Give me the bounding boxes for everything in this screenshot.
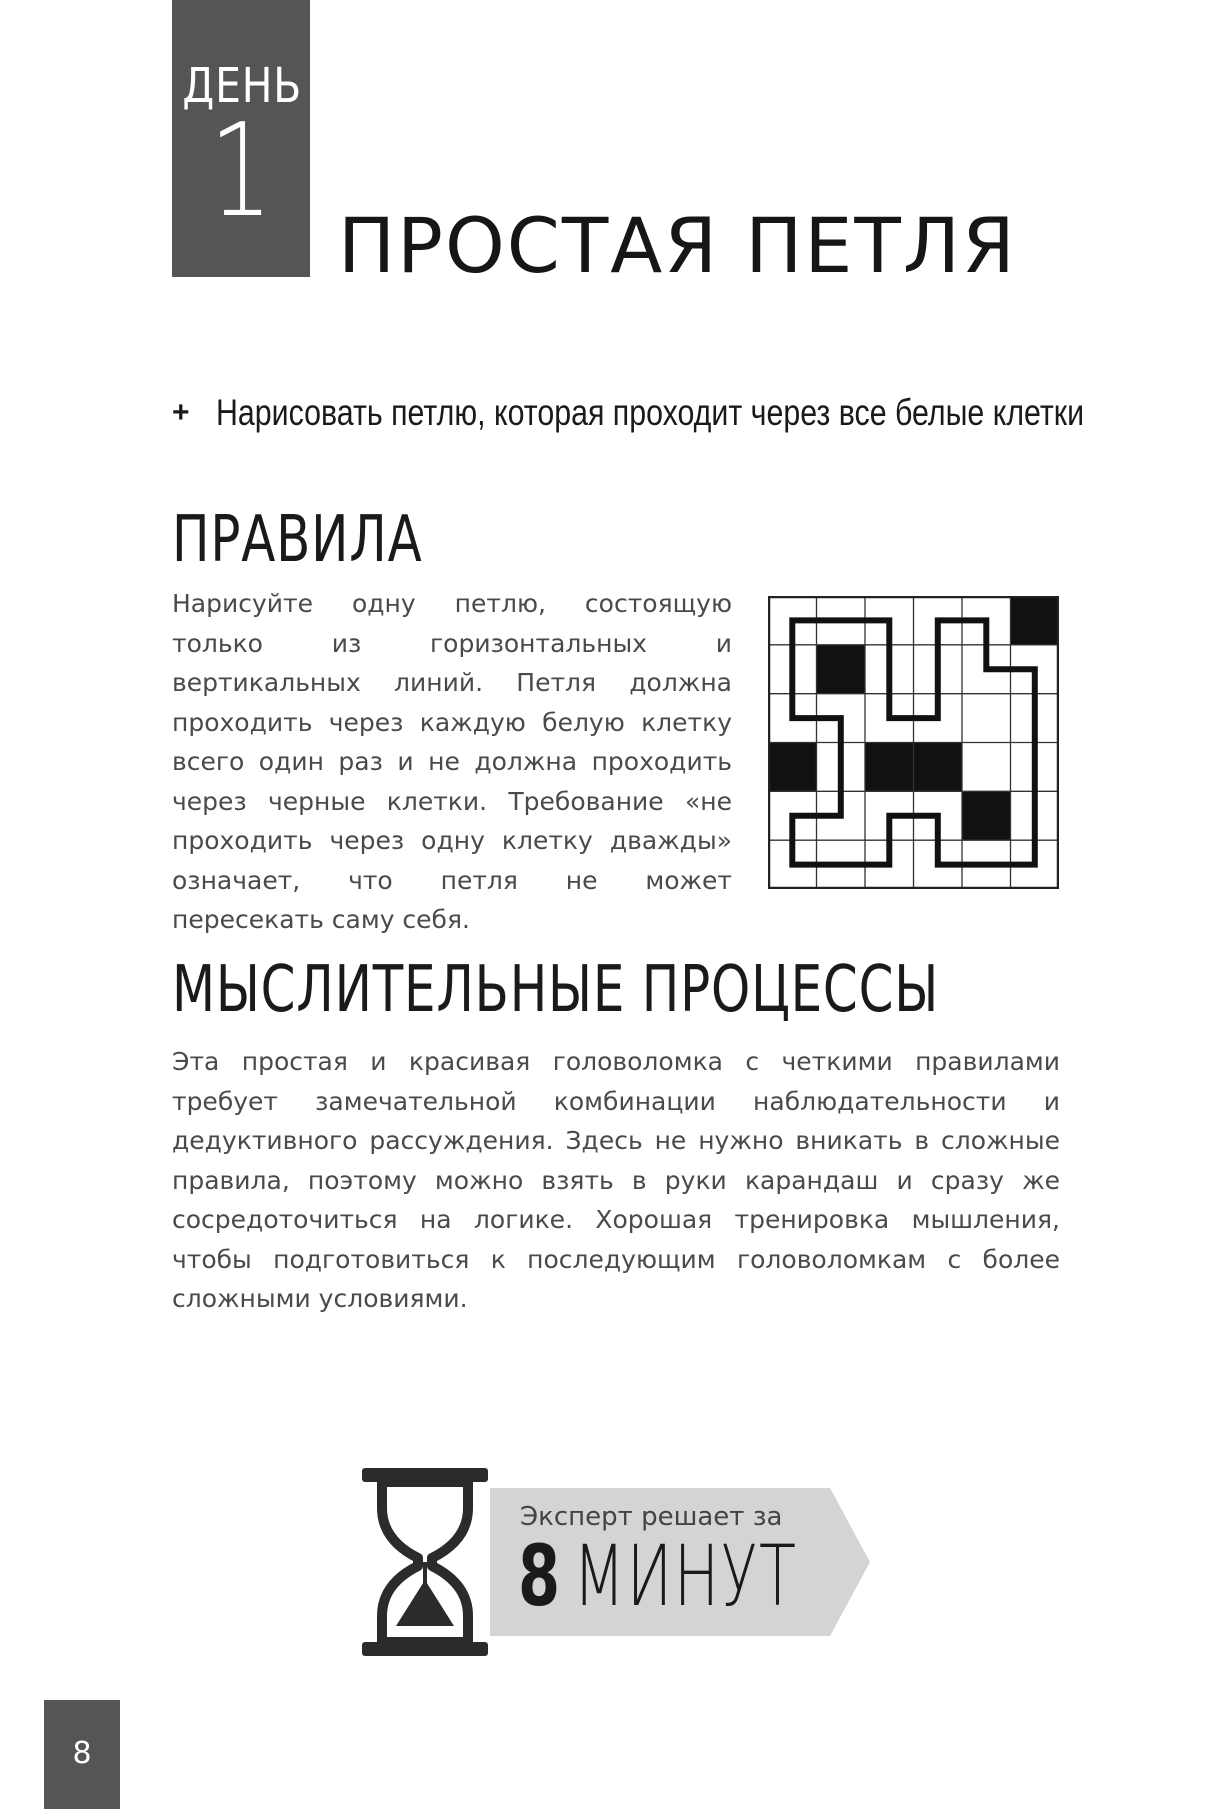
- page-title: ПРОСТАЯ ПЕТЛЯ: [338, 201, 1017, 290]
- day-number: 1: [209, 97, 273, 246]
- goal-text: Нарисовать петлю, которая проходит через все белые клетки: [216, 392, 1085, 433]
- page-number: 8: [72, 1736, 92, 1771]
- black-cell: [914, 743, 963, 792]
- timer-label: Эксперт решает за: [520, 1502, 783, 1532]
- thinking-text: Эта простая и красивая головоломка с четкими правилами требует замечательной комбинации наблюдательности и дедуктивного рассуждения. Здесь не нужно вникать в сложные правила, поэтому можно взять в руки карандаш и сразу же сосредоточиться на логике. Хорошая тренировка мышления, чтобы подготовиться к последующим головоломкам с более сложными условиями.: [172, 1047, 1060, 1313]
- timer-value: [518, 1527, 798, 1625]
- thinking-heading: МЫСЛИТЕЛЬНЫЕ ПРОЦЕССЫ: [172, 953, 940, 1027]
- goal-line: [172, 392, 1085, 434]
- black-cell: [817, 645, 866, 694]
- black-cell: [865, 743, 914, 792]
- timer-unit: МИНУТ: [573, 1527, 798, 1625]
- rules-text: Нарисуйте одну петлю, состоящую только из горизонтальных и вертикальных линий. Петля должна проходить через каждую белую клетку всего один раз и не должна проходить через черные клетки. Требование «не проходить через одну клетку дважды» означает, что петля не может пересекать саму себя.: [172, 589, 732, 934]
- black-cell: [768, 743, 817, 792]
- timer-number: 8: [518, 1527, 561, 1625]
- black-cell: [962, 791, 1011, 840]
- goal-bullet: +: [172, 396, 190, 429]
- hourglass-icon: [362, 1468, 488, 1656]
- day-tab: [172, 0, 310, 277]
- puzzle-grid: [768, 596, 1059, 889]
- day-label: ДЕНЬ: [182, 58, 303, 114]
- black-cell: [1011, 596, 1060, 645]
- rules-heading: ПРАВИЛА: [172, 503, 423, 577]
- page-number-tab: [44, 1700, 120, 1809]
